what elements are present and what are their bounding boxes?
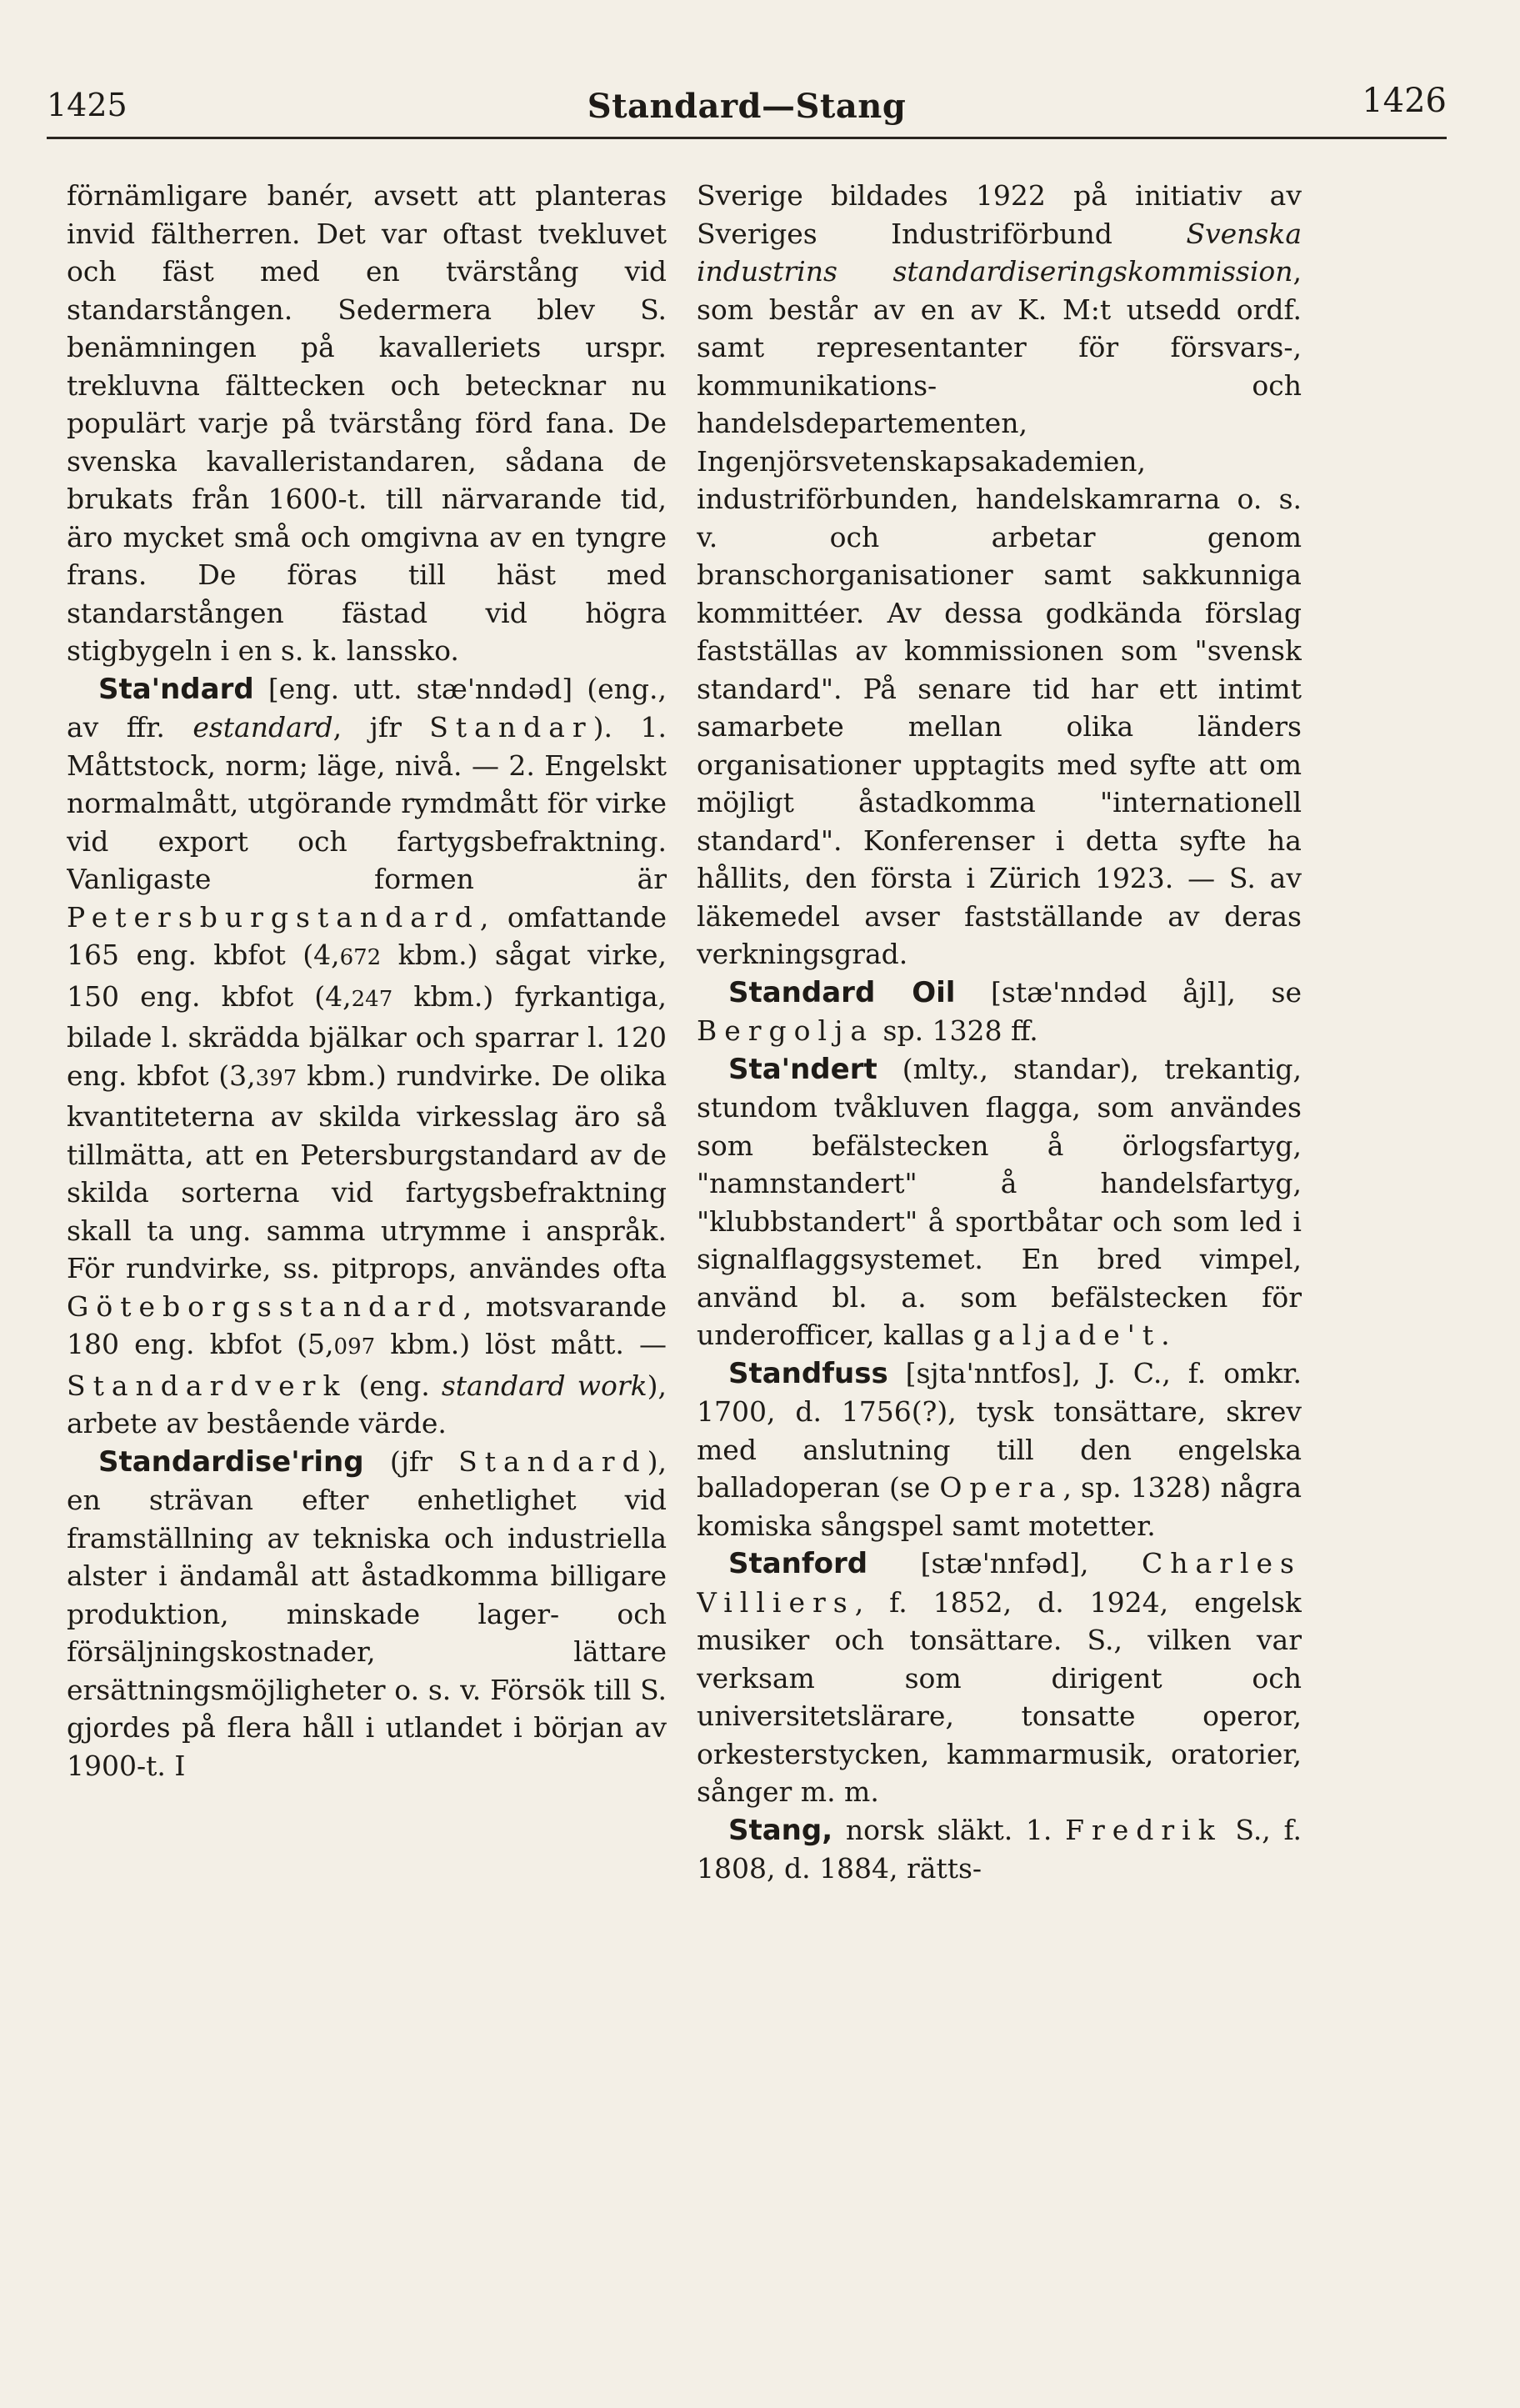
entry-text: , omfattande 165 eng. kbfot (4,	[67, 900, 667, 971]
left-column	[67, 177, 667, 2360]
spaced-term: galjade't	[972, 1319, 1162, 1351]
italic-term: estandard	[192, 711, 333, 743]
cross-reference: Opera	[939, 1471, 1063, 1504]
entry-text: .	[1161, 1319, 1170, 1351]
continuation-paragraph	[697, 177, 1302, 974]
italic-term: Svenska industrins standardiseringskommission	[697, 217, 1302, 288]
entry-text: , sp. 1328) några komiska sångspel samt motetter.	[697, 1471, 1302, 1542]
entry-text: (jfr	[363, 1444, 459, 1478]
entry-text: norsk släkt. 1.	[832, 1813, 1066, 1846]
entry-standardisering	[67, 1443, 667, 1785]
spaced-name: Charles Villiers	[697, 1547, 1302, 1619]
entry-text: S., f. 1808, d. 1884, rätts-	[697, 1813, 1302, 1885]
left-page-number: 1425	[47, 87, 128, 123]
entry-text: , motsvarande 180 eng. kbfot (5,	[67, 1289, 667, 1360]
entry-text: kbm.) fyrkantiga, bilade l. skrädda bjälkar och sparrar l. 120 eng. kbfot (3,	[67, 979, 667, 1092]
entry-text: [sjta'nntfos], J. C., f. omkr. 1700, d. 1756(?), tysk tonsättare, skrev med anslutning till den engelska balladoperan (se	[697, 1356, 1302, 1504]
spaced-term: Göteborgsstandard	[67, 1289, 463, 1323]
entry-text: kbm.) rundvirke. De olika kvantiteterna av skilda virkesslag äro så tillmätta, att en Petersburgstandard av de skilda sorterna vid fartygsbefraktning skall ta ung. samma utrymme i anspråk. För rundvirke, ss. pitprops, användes ofta	[67, 1059, 667, 1284]
headword: Standard Oil	[728, 975, 956, 1009]
entry-text: , f. 1852, d. 1924, engelsk musiker och tonsättare. S., vilken var verksam som dirigent och universitetslärare, tonsatte operor, orkesterstycken, kammarmusik, oratorier, sånger m. m.	[697, 1585, 1302, 1808]
headword: Stang,	[728, 1813, 833, 1847]
entry-text: [stæ'nndəd åjl], se	[955, 975, 1302, 1009]
entry-text: Sverige bildades 1922 på initiativ av Sveriges Industriförbund	[697, 179, 1302, 250]
spaced-name: Fredrik	[1065, 1813, 1222, 1846]
entry-text: , jfr	[332, 711, 430, 743]
entry-text: ), arbete av bestående värde.	[67, 1369, 667, 1439]
cross-reference: Bergolja	[697, 1014, 875, 1047]
running-title: Standard—Stang	[587, 87, 907, 126]
entry-standard-oil	[697, 974, 1302, 1050]
headword: Standardise'ring	[98, 1444, 364, 1479]
decimal-digits: 672	[339, 945, 382, 970]
continuation-paragraph: förnämligare banér, avsett att planteras invid fältherren. Det var oftast tvekluvet och fäst med en tvärstång vid standarstången. Sedermera blev S. benämningen på kavalleriets urspr. trekluvna fälttecken och betecknar nu populärt varje på tvärstång förd fana. De svenska kavalleristandaren, sådana de brukats från 1600-t. till närvarande tid, äro mycket små och omgivna av en tyngre frans. De föras till häst med standarstången fästad vid högra stigbygeln i en s. k. lanssko.	[67, 179, 667, 667]
headword: Standfuss	[728, 1356, 888, 1390]
headword: Sta'ndard	[98, 672, 254, 706]
entry-standert	[697, 1050, 1302, 1354]
entry-text: , som består av en av K. M:t utsedd ordf. samt representanter för försvars-, kommunikations- och handelsdepartementen, Ingenjörsvetenskapsakademien, industriförbunden, handelskamrarna o. s. v. och arbetar genom branschorganisationer samt sakkunniga kommittéer. Av dessa godkända förslag fastställas av kommissionen som "svensk standard". På senare tid har ett intimt samarbete mellan olika länders organisationer upptagits med syfte att om möjligt åstadkomma "internationell standard". Konferenser i detta syfte ha hållits, den första i Zürich 1923. — S. av läkemedel avser fastställande av deras verkningsgrad.	[697, 255, 1302, 970]
cross-reference: Standar	[429, 711, 593, 743]
entry-text: ), en strävan efter enhetlighet vid framställning av tekniska och industriella alster i ändamål att åstadkomma billigare produktion, minskade lager- och försäljningskostnader, lättare ersättningsmöjligheter o. s. v. Försök till S. gjordes på flera håll i utlandet i början av 1900-t. I	[67, 1444, 667, 1782]
decimal-digits: 247	[351, 986, 393, 1012]
headword: Stanford	[728, 1547, 868, 1580]
right-column	[697, 177, 1302, 2360]
entry-text: kbm.) sågat virke, 150 eng. kbfot (4,	[67, 939, 667, 1013]
decimal-digits: 097	[333, 1334, 376, 1359]
entry-text: kbm.) löst mått. —	[375, 1328, 667, 1360]
spaced-term: Petersburgstandard	[67, 900, 480, 934]
entry-text: ). 1. Måttstock, norm; läge, nivå. — 2. Engelskt normalmått, utgörande rymdmått för virke vid export och fartygsbefraktning. Vanligaste formen är	[67, 711, 667, 895]
entry-text: [eng. utt. stæ'nndəd] (eng., av ffr.	[67, 672, 667, 743]
decimal-digits: 397	[255, 1065, 298, 1091]
entry-stang	[697, 1811, 1302, 1888]
entry-text: (eng.	[347, 1369, 442, 1402]
entry-stanford	[697, 1544, 1302, 1811]
right-page-number: 1426	[1362, 82, 1447, 120]
headword: Sta'ndert	[728, 1052, 878, 1086]
entry-text: sp. 1328 ff.	[874, 1014, 1038, 1047]
entry-text: [stæ'nnfəd],	[868, 1547, 1142, 1579]
italic-term: standard work	[441, 1369, 648, 1402]
page-header	[47, 82, 1447, 139]
entry-text: (mlty., standar), trekantig, stundom tvåkluven flagga, som användes som befälstecken å örlogsfartyg, "namnstandert" å handelsfartyg, "klubbstandert" å sportbåtar och som led i signalflaggsystemet. En bred vimpel, använd bl. a. som befälstecken för underofficer, kallas	[697, 1052, 1302, 1351]
cross-reference: Standard	[458, 1444, 648, 1478]
entry-standard	[67, 670, 667, 1443]
spaced-term: Standardverk	[67, 1369, 348, 1402]
entry-standfuss	[697, 1354, 1302, 1545]
